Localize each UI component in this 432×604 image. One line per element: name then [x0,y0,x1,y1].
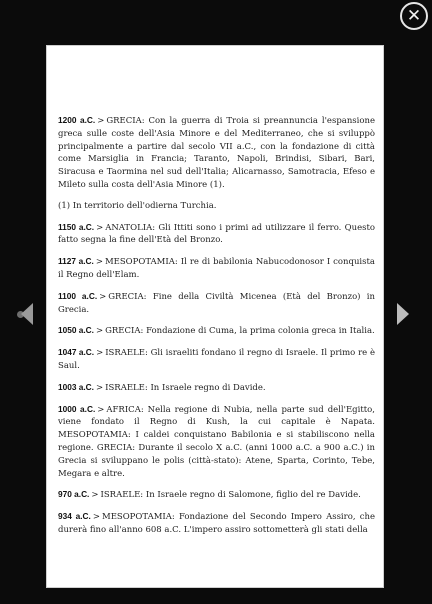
timeline-entry [58,403,375,481]
close-button[interactable] [400,2,428,30]
entry-arrow: > [95,382,104,393]
page-content [58,114,375,545]
timeline-entry [58,221,375,248]
entry-arrow: > [97,404,105,415]
entry-date: 1150 a.C. [58,221,95,232]
entry-arrow: > [96,222,104,233]
entry-date: 1200 a.C. [58,115,96,125]
chevron-right-icon[interactable] [397,303,409,325]
entry-text: ANATOLIA: Gli Ittiti sono i primi ad utilizzare il ferro. Questo fatto segna la fine dell'Età del Bronzo. [58,222,375,246]
entry-arrow: > [91,490,99,501]
entry-arrow: > [97,116,105,126]
entry-date: 1127 a.C. [58,256,94,267]
entry-date: 970 a.C. [58,489,90,500]
entry-arrow: > [99,291,107,302]
entry-date: 1100 a.C. [58,290,98,301]
entry-text: (1) In territorio dell'odierna Turchia. [58,200,217,211]
entry-arrow: > [96,348,104,359]
timeline-entry [58,200,375,213]
timeline-entry [58,510,375,537]
entry-text: GRECIA: Fondazione di Cuma, la prima colonia greca in Italia. [105,326,375,337]
entry-text: GRECIA: Con la guerra di Troia si preannuncia l'espansione greca sulle coste dell'Asia Minore e del Mediterraneo, che si sviluppò principalmente a partire dal secolo VII a.C., con la fondazione di città come Marsiglia in Francia; Taranto, Napoli, Brindisi, Sibari, Bari, Siracusa e Taormina nel sud dell'Italia; Alicarnasso, Samotracia, Efeso e Mileto sulla costa dell'Asia Minore (1). [58,116,376,190]
entry-text: ISRAELE: Gli israeliti fondano il regno di Israele. Il primo re è Saul. [58,348,375,371]
entry-text: ISRAELE: In Israele regno di Salomone, figlio del re Davide. [100,490,361,501]
entry-date: 1050 a.C. [58,325,94,336]
timeline-entry [58,346,375,373]
entry-arrow: > [92,512,100,523]
timeline-entry [58,488,375,502]
chevron-left-icon[interactable] [21,303,33,325]
entry-arrow: > [95,257,103,268]
entry-text: MESOPOTAMIA: Il re di babilonia Nabucodonosor I conquista il Regno dell'Elam. [58,257,375,280]
entry-text: ISRAELE: In Israele regno di Davide. [105,382,266,393]
timeline-entry [58,381,375,395]
entry-date: 1000 a.C. [58,403,96,414]
close-icon: ✕ [406,5,422,26]
timeline-entry [58,324,375,338]
entry-arrow: > [95,326,104,337]
entry-text: MESOPOTAMIA: Fondazione del Secondo Impero Assiro, che durerà fino all'anno 608 a.C. L'impero assiro sottometterà gli stati della [58,512,375,535]
entry-date: 1047 a.C. [58,347,95,358]
timeline-entry [58,255,375,282]
entry-text: GRECIA: Fine della Civiltà Micenea (Età del Bronzo) in Grecia. [58,291,375,315]
timeline-entry [58,114,375,192]
entry-text: AFRICA: Nella regione di Nubia, nella parte sud dell'Egitto, viene fondato il Regno di Kush, la cui capitale è Napata. MESOPOTAMIA: I caldei conquistano Babilonia e si stabiliscono nella regione. GRECIA: Durante il secolo X a.C. (anni 1000 a.C. a 900 a.C.) in Grecia si sviluppano le polis (città-stato): Atene, Sparta, Corinto, Tebe, Megara e altre. [58,404,375,479]
entry-date: 934 a.C. [58,511,91,522]
timeline-entry [58,290,375,317]
entry-date: 1003 a.C. [58,381,94,392]
document-page [46,45,384,588]
